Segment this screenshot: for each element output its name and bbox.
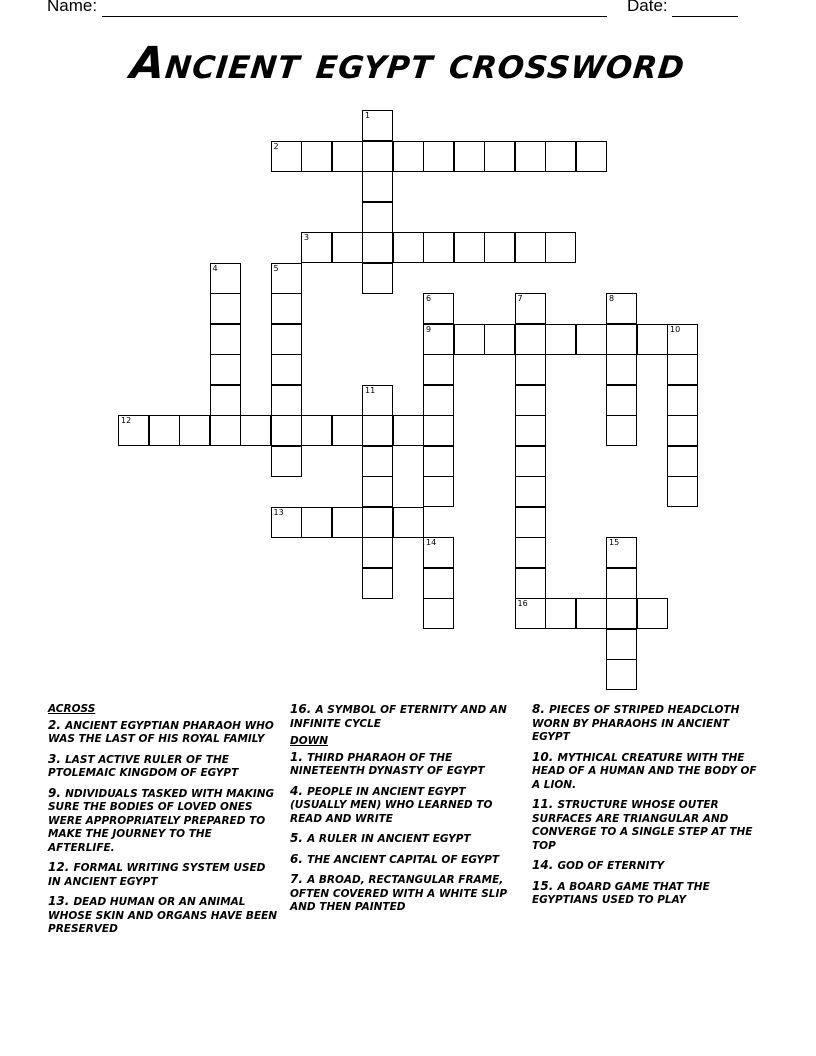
clue-number: 12. — [48, 860, 74, 874]
cell-number: 6 — [426, 294, 432, 303]
crossword-cell[interactable] — [606, 659, 637, 690]
down-clue-list-continued — [532, 703, 764, 908]
crossword-cell[interactable] — [271, 385, 302, 416]
crossword-cell[interactable] — [271, 446, 302, 477]
crossword-cell[interactable] — [271, 293, 302, 324]
crossword-cell[interactable] — [362, 202, 393, 233]
clues-column-3 — [532, 703, 764, 914]
crossword-cell[interactable] — [637, 324, 668, 355]
clue-item — [532, 859, 764, 874]
crossword-cell[interactable] — [515, 476, 546, 507]
clue-number: 5. — [290, 831, 308, 845]
clue-item — [290, 873, 518, 915]
cell-number: 13 — [273, 507, 284, 517]
clue-text: PIECES OF STRIPED HEADCLOTH WORN BY PHARAOHS IN ANCIENT EGYPT — [532, 704, 740, 743]
crossword-cell[interactable] — [301, 415, 332, 446]
clue-item — [48, 861, 280, 889]
crossword-cell[interactable] — [393, 415, 424, 446]
crossword-cell[interactable] — [210, 263, 241, 294]
clue-number: 11. — [532, 797, 558, 811]
crossword-cell[interactable] — [301, 141, 332, 172]
crossword-cell[interactable] — [606, 629, 637, 660]
crossword-cell[interactable] — [606, 415, 637, 446]
clue-number: 15. — [532, 878, 558, 893]
crossword-cell[interactable] — [454, 324, 485, 355]
clue-item — [290, 785, 518, 827]
crossword-cell[interactable] — [240, 415, 271, 446]
clue-text: THIRD PHARAOH OF THE NINETEENTH DYNASTY OF EGYPT — [290, 751, 485, 777]
crossword-cell[interactable] — [606, 598, 637, 629]
crossword-cell[interactable] — [210, 415, 241, 446]
crossword-cell[interactable] — [362, 476, 393, 507]
crossword-cell[interactable] — [606, 568, 637, 599]
cell-number: 12 — [121, 416, 132, 425]
date-label: Date: — [627, 0, 668, 15]
crossword-cell[interactable] — [667, 354, 698, 385]
clue-text: PEOPLE IN ANCIENT EGYPT (USUALLY MEN) WHO LEARNED TO READ AND WRITE — [290, 785, 493, 825]
crossword-cell[interactable] — [606, 537, 637, 568]
clue-item — [48, 753, 280, 781]
clue-number: 13. — [48, 894, 74, 908]
clue-number: 8. — [532, 702, 550, 716]
clue-item — [48, 719, 280, 747]
cell-number: 2 — [273, 141, 279, 151]
cell-number: 10 — [670, 324, 681, 334]
crossword-cell[interactable] — [515, 507, 546, 538]
crossword-cell[interactable] — [545, 141, 576, 172]
crossword-cell[interactable] — [393, 141, 424, 172]
crossword-cell[interactable] — [667, 415, 698, 446]
clue-text: LAST ACTIVE RULER OF THE PTOLEMAIC KINGDOM OF EGYPT — [48, 753, 239, 779]
crossword-cell[interactable] — [271, 324, 302, 355]
clues-column-2 — [290, 703, 518, 921]
crossword-cell[interactable] — [576, 598, 607, 629]
crossword-cell[interactable] — [332, 415, 363, 446]
clue-text: NDIVIDUALS TASKED WITH MAKING SURE THE BODIES OF LOVED ONES WERE APPROPRIATELY PREPARED TO MAKE THE JOURNEY TO THE AFTERLIFE. — [48, 787, 275, 854]
crossword-cell[interactable] — [362, 415, 393, 446]
clue-item — [532, 880, 764, 908]
clue-number: 7. — [290, 872, 308, 886]
crossword-cell[interactable] — [423, 324, 454, 355]
clue-number: 14. — [532, 858, 558, 872]
crossword-cell[interactable] — [515, 598, 546, 629]
crossword-cell[interactable] — [362, 141, 393, 172]
crossword-cell[interactable] — [362, 385, 393, 416]
crossword-cell[interactable] — [332, 141, 363, 172]
across-clue-list-continued — [290, 703, 518, 731]
crossword-cell[interactable] — [271, 354, 302, 385]
crossword-cell[interactable] — [423, 476, 454, 507]
clue-text: ANCIENT EGYPTIAN PHARAOH WHO WAS THE LAST OF HIS ROYAL FAMILY — [48, 719, 274, 745]
crossword-cell[interactable] — [515, 446, 546, 477]
clue-item — [532, 751, 764, 793]
clue-text: A BROAD, RECTANGULAR FRAME, OFTEN COVERED WITH A WHITE SLIP AND THEN PAINTED — [290, 874, 508, 913]
clue-item — [532, 798, 764, 853]
crossword-cell[interactable] — [576, 324, 607, 355]
crossword-cell[interactable] — [515, 232, 546, 263]
crossword-cell[interactable] — [423, 415, 454, 446]
crossword-cell[interactable] — [423, 293, 454, 324]
crossword-cell[interactable] — [393, 507, 424, 538]
crossword-cell[interactable] — [606, 324, 637, 355]
page-title: Ancient egypt crossword — [128, 38, 688, 89]
clue-number: 10. — [532, 749, 558, 764]
clues-column-1 — [48, 703, 280, 943]
crossword-cell[interactable] — [301, 232, 332, 263]
crossword-cell[interactable] — [423, 141, 454, 172]
crossword-cell[interactable] — [423, 537, 454, 568]
down-clue-list — [290, 751, 518, 915]
crossword-cell[interactable] — [423, 446, 454, 477]
crossword-cell[interactable] — [271, 141, 302, 172]
clue-text: FORMAL WRITING SYSTEM USED IN ANCIENT EGYPT — [48, 862, 266, 888]
cell-number: 4 — [212, 263, 218, 273]
clue-number: 6. — [290, 851, 308, 866]
crossword-cell[interactable] — [545, 324, 576, 355]
cell-number: 14 — [426, 538, 437, 547]
across-clue-list — [48, 719, 280, 937]
crossword-cell[interactable] — [515, 354, 546, 385]
crossword-cell[interactable] — [362, 568, 393, 599]
crossword-cell[interactable] — [362, 537, 393, 568]
crossword-cell[interactable] — [667, 324, 698, 355]
clue-item — [532, 703, 764, 745]
clue-item — [290, 853, 518, 868]
crossword-cell[interactable] — [545, 598, 576, 629]
crossword-cell[interactable] — [515, 537, 546, 568]
crossword-cell[interactable] — [423, 568, 454, 599]
clue-number: 1. — [290, 749, 308, 764]
crossword-cell[interactable] — [210, 293, 241, 324]
crossword-cell[interactable] — [576, 141, 607, 172]
cell-number: 3 — [304, 233, 310, 242]
crossword-cell[interactable] — [515, 385, 546, 416]
crossword-cell[interactable] — [667, 446, 698, 477]
clue-item — [290, 751, 518, 779]
crossword-cell[interactable] — [362, 110, 393, 141]
clue-item — [290, 832, 518, 847]
clue-number: 2. — [48, 717, 66, 732]
clue-text: A BOARD GAME THAT THE EGYPTIANS USED TO PLAY — [532, 880, 710, 906]
cell-number: 1 — [365, 111, 371, 120]
clue-text: DEAD HUMAN OR AN ANIMAL WHOSE SKIN AND ORGANS HAVE BEEN PRESERVED — [48, 896, 278, 935]
crossword-cell[interactable] — [332, 507, 363, 538]
crossword-cell[interactable] — [454, 141, 485, 172]
crossword-cell[interactable] — [423, 385, 454, 416]
crossword-cell[interactable] — [393, 232, 424, 263]
name-label: Name: — [47, 0, 98, 15]
crossword-cell[interactable] — [149, 415, 180, 446]
clue-number: 3. — [48, 751, 66, 766]
clue-number: 9. — [48, 785, 66, 800]
crossword-cell[interactable] — [545, 232, 576, 263]
crossword-cell[interactable] — [484, 232, 515, 263]
crossword-cell[interactable] — [515, 568, 546, 599]
crossword-cell[interactable] — [423, 598, 454, 629]
crossword-cell[interactable] — [515, 293, 546, 324]
cell-number: 9 — [426, 324, 432, 334]
crossword-cell[interactable] — [606, 385, 637, 416]
clue-item — [48, 895, 280, 937]
crossword-cell[interactable] — [423, 232, 454, 263]
crossword-cell[interactable] — [210, 324, 241, 355]
clue-item — [48, 787, 280, 856]
down-heading: DOWN — [290, 735, 329, 747]
clue-text: A RULER IN ANCIENT EGYPT — [307, 833, 471, 845]
cell-number: 5 — [273, 263, 279, 273]
crossword-cell[interactable] — [423, 354, 454, 385]
crossword-cell[interactable] — [301, 507, 332, 538]
crossword-cell[interactable] — [515, 141, 546, 172]
clue-item — [290, 703, 518, 731]
crossword-cell[interactable] — [606, 354, 637, 385]
crossword-cell[interactable] — [271, 507, 302, 538]
crossword-cell[interactable] — [362, 507, 393, 538]
clue-number: 16. — [290, 702, 316, 716]
crossword-cell[interactable] — [515, 415, 546, 446]
crossword-cell[interactable] — [484, 324, 515, 355]
crossword-cell[interactable] — [667, 385, 698, 416]
clue-number: 4. — [290, 783, 308, 798]
crossword-cell[interactable] — [362, 232, 393, 263]
crossword-cell[interactable] — [484, 141, 515, 172]
clue-text: MYTHICAL CREATURE WITH THE HEAD OF A HUMAN AND THE BODY OF A LION. — [532, 751, 757, 791]
cell-number: 11 — [365, 385, 376, 395]
crossword-cell[interactable] — [332, 232, 363, 263]
clue-text: A SYMBOL OF ETERNITY AND AN INFINITE CYCLE — [290, 704, 507, 730]
crossword-cell[interactable] — [362, 171, 393, 202]
crossword-cell[interactable] — [271, 415, 302, 446]
across-heading: ACROSS — [48, 703, 96, 715]
cell-number: 16 — [517, 599, 528, 608]
crossword-cell[interactable] — [118, 415, 149, 446]
crossword-cell[interactable] — [454, 232, 485, 263]
crossword-cell[interactable] — [210, 354, 241, 385]
crossword-cell[interactable] — [362, 446, 393, 477]
crossword-cell[interactable] — [637, 598, 668, 629]
crossword-cell[interactable] — [362, 263, 393, 294]
crossword-cell[interactable] — [179, 415, 210, 446]
clue-text: GOD OF ETERNITY — [557, 860, 665, 872]
clue-text: STRUCTURE WHOSE OUTER SURFACES ARE TRIANGULAR AND CONVERGE TO A SINGLE STEP AT THE TOP — [532, 799, 753, 852]
crossword-cell[interactable] — [606, 293, 637, 324]
clue-text: THE ANCIENT CAPITAL OF EGYPT — [307, 853, 500, 866]
crossword-cell[interactable] — [210, 385, 241, 416]
cell-number: 7 — [517, 294, 523, 303]
cell-number: 8 — [609, 294, 615, 303]
crossword-cell[interactable] — [667, 476, 698, 507]
cell-number: 15 — [609, 538, 620, 547]
crossword-cell[interactable] — [515, 324, 546, 355]
crossword-cell[interactable] — [271, 263, 302, 294]
